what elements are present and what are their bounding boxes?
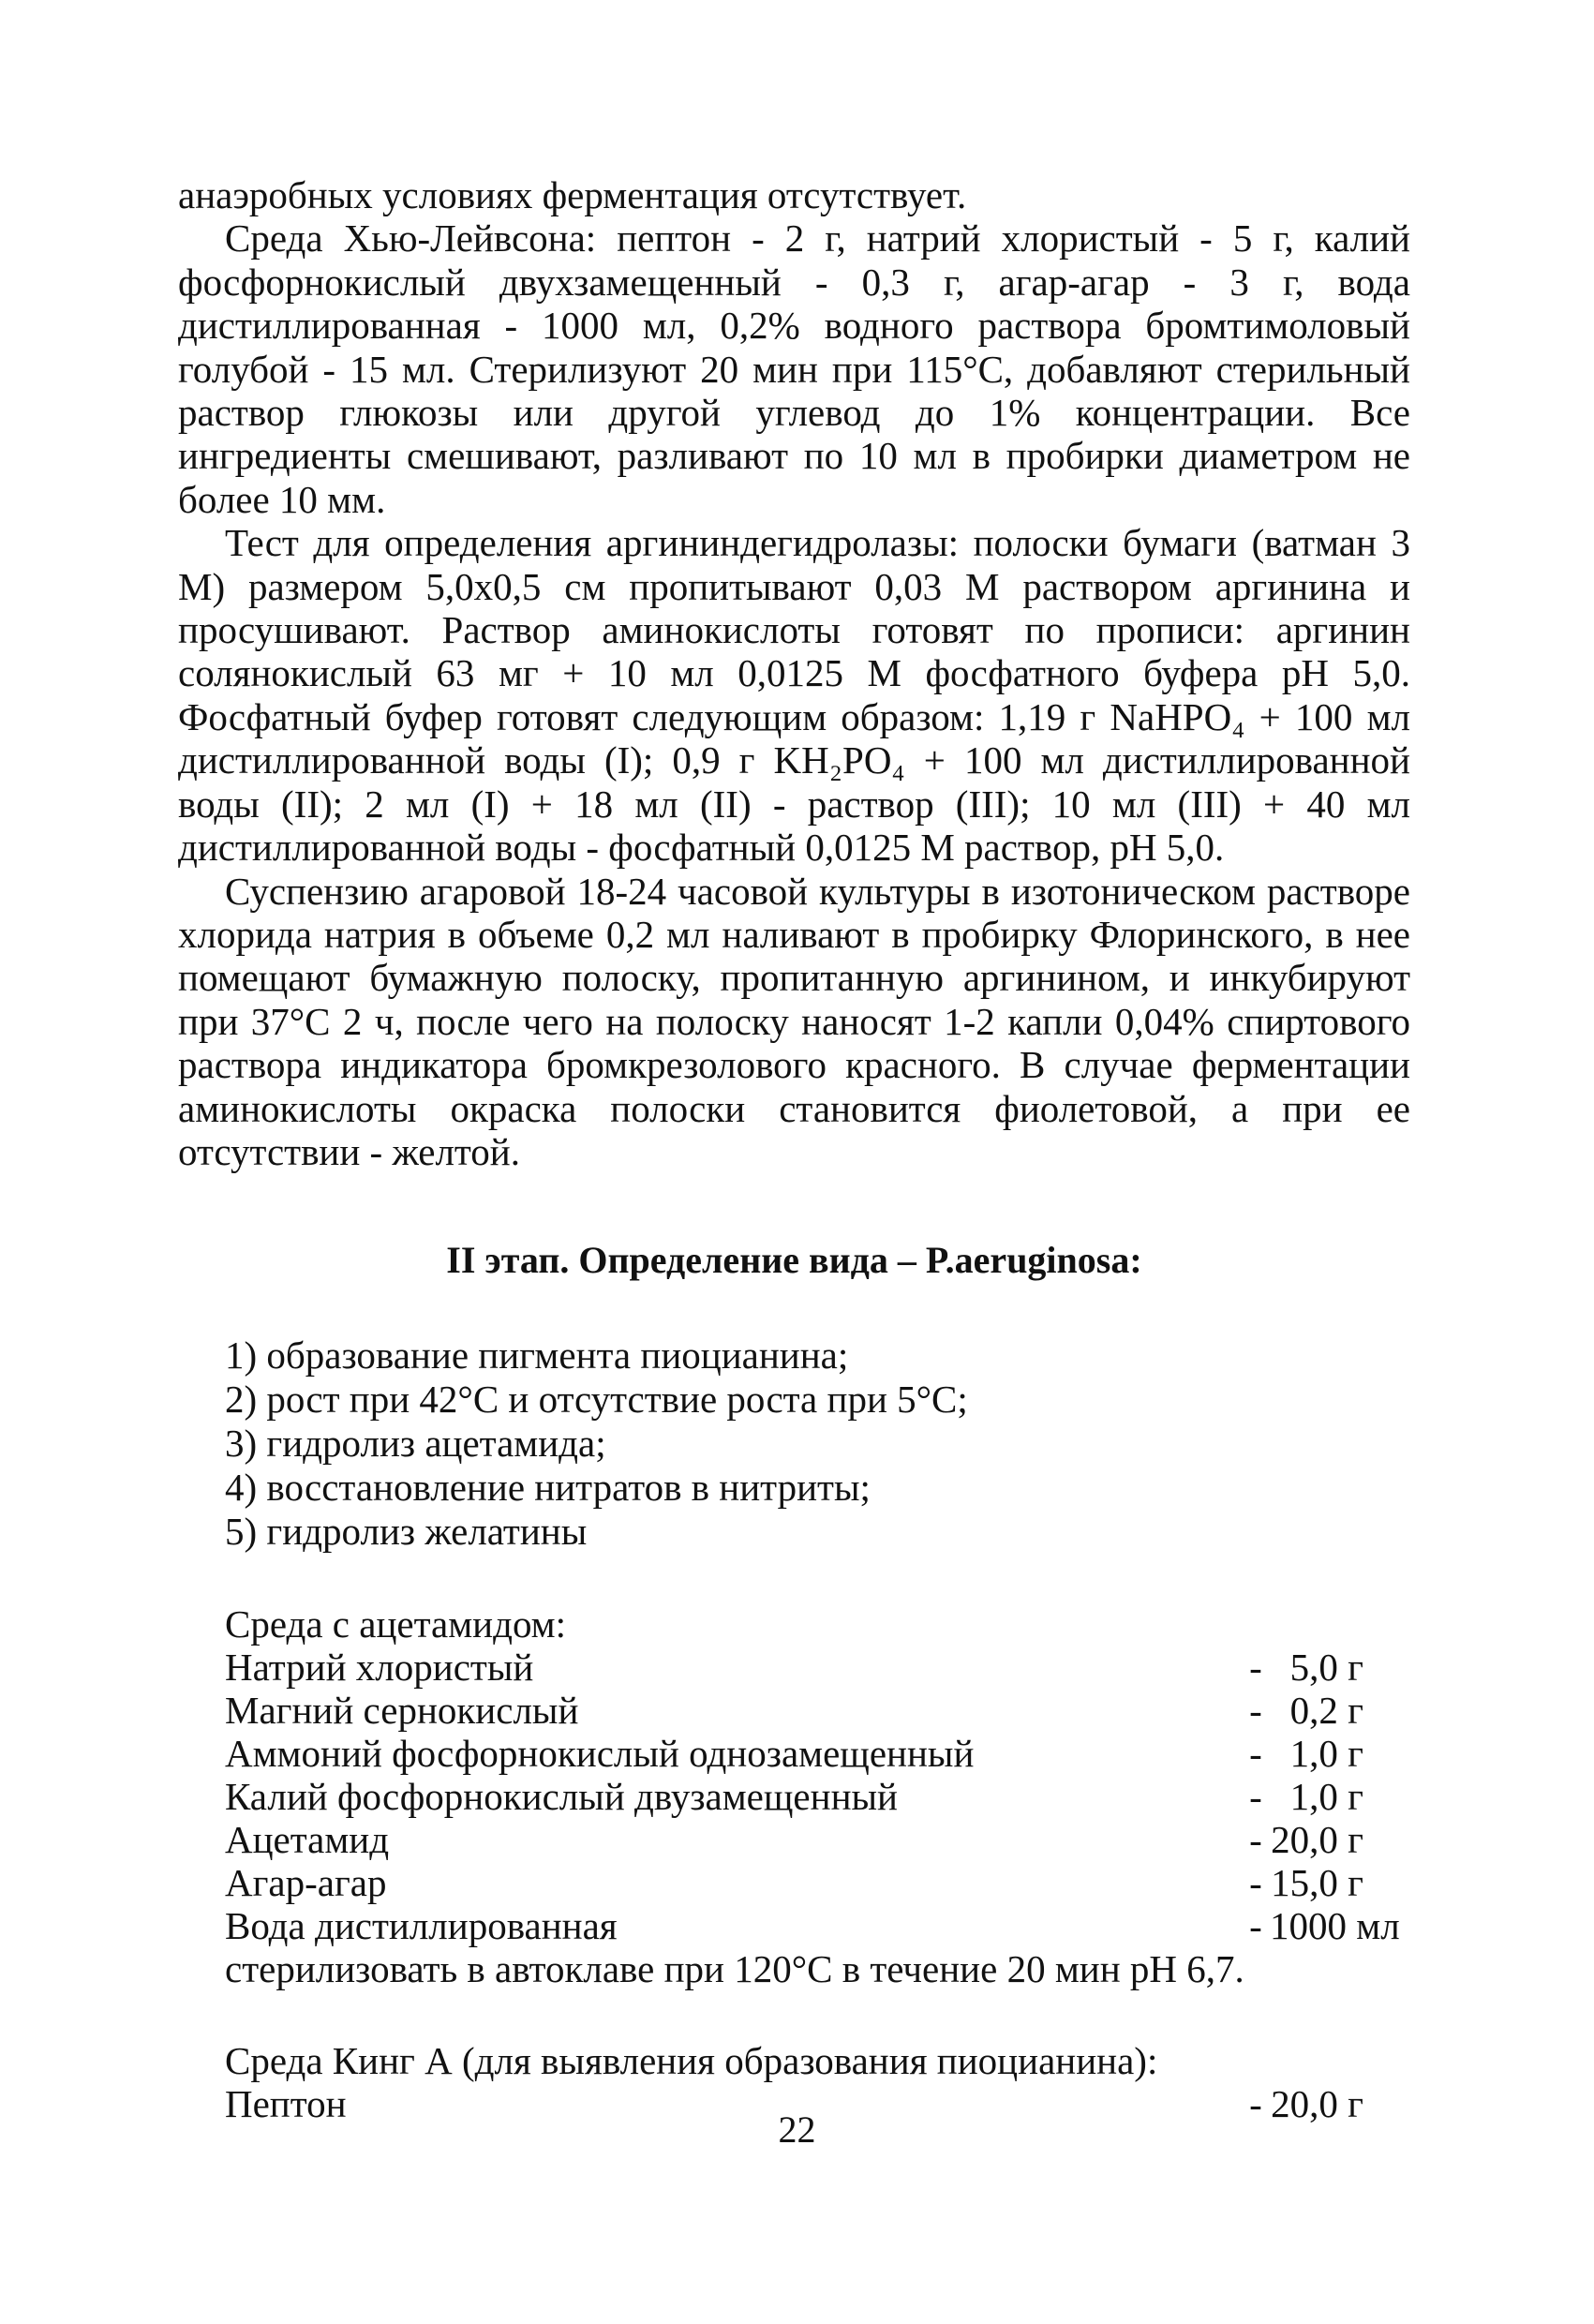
- dash-separator: -: [1249, 1775, 1262, 1819]
- ingredient-row: [225, 1775, 1363, 1818]
- ingredient-row: [225, 1689, 1363, 1732]
- page-content: [178, 173, 1410, 2125]
- dash-separator: -: [1249, 1861, 1262, 1905]
- dash-separator: -: [1249, 1818, 1262, 1862]
- list-item: 4) восстановление нитратов в нитриты;: [225, 1466, 871, 1510]
- ingredient-row: [225, 1818, 1363, 1861]
- ingredient-amount: 1,0 г: [1289, 1732, 1363, 1776]
- list-item: 3) гидролиз ацетамида;: [225, 1422, 606, 1466]
- recipe-title: Среда Кинг А (для выявления образования пиоцианина):: [225, 2039, 1158, 2083]
- paragraph-continuation: [178, 173, 1410, 216]
- paragraph-text: Среда Хью-Лейвсона: пептон - 2 г, натрий хлористый - 5 г, калий фосфорнокислый двухзамещенный - 0,3 г, агар-агар - 3 г, вода дистиллированная - 1000 мл, 0,2% водного раствора бромтимоловый голубой - 15 мл. Стерилизуют 20 мин при 115°С, добавляют стерильный раствор глюкозы или другой углевод до 1% концентрации. Все ингредиенты смешивают, разливают по 10 мл в пробирки диаметром не более 10 мм.: [178, 216, 1410, 521]
- ingredient-name: Аммоний фосфорнокислый однозамещенный: [225, 1732, 975, 1776]
- ingredient-name: Пептон: [225, 2082, 347, 2126]
- ingredient-name: Натрий хлористый: [225, 1646, 534, 1690]
- ingredient-amount: 20,0 г: [1271, 1818, 1363, 1862]
- paragraph-hugh-leifson-medium: [178, 216, 1410, 521]
- ingredient-amount: 1,0 г: [1289, 1775, 1363, 1819]
- ingredient-name: Калий фосфорнокислый двузамещенный: [225, 1775, 899, 1819]
- paragraph-text: Тест для определения аргининдегидролазы: полоски бумаги (ватман 3 М) размером 5,0х0,5 см пропитывают 0,03 М раствором аргинина и просушивают. Раствор аминокислоты готовят по прописи: аргинин солянокислый 63 мг + 10 мл 0,0125 М фосфатного буфера рН 5,0. Фосфатный буфер готовят следующим образом: 1,19 г NaHPO₄ + 100 мл дистиллированной воды (I); 0,9 г KH₂PO₄ + 100 мл дистиллированной воды (II); 2 мл (I) + 18 мл (II) - раствор (III); 10 мл (III) + 40 мл дистиллированной воды - фосфатный 0,0125 М раствор, рН 5,0.: [178, 521, 1410, 870]
- ingredient-name: Вода дистиллированная: [225, 1904, 618, 1948]
- ingredient-amount: 15,0 г: [1271, 1861, 1363, 1905]
- ingredient-amount: 1000 мл: [1270, 1904, 1400, 1948]
- dash-separator: -: [1249, 1689, 1262, 1733]
- paragraph-arginine-test: [178, 521, 1410, 869]
- acetamide-medium-recipe: [178, 1602, 1410, 1990]
- list-item: 2) рост при 42°С и отсутствие роста при 5°С;: [225, 1378, 968, 1422]
- recipe-title: Среда с ацетамидом:: [225, 1602, 567, 1646]
- list-item: 5) гидролиз желатины: [225, 1510, 588, 1554]
- ingredient-row: [225, 1646, 1363, 1689]
- dash-separator: -: [1249, 1904, 1262, 1948]
- paragraph-text: Суспензию агаровой 18-24 часовой культуры в изотоническом растворе хлорида натрия в объеме 0,2 мл наливают в пробирку Флоринского, в нее помещают бумажную полоску, пропитанную аргинином, и инкубируют при 37°С 2 ч, после чего на полоску наносят 1-2 капли 0,04% спиртового раствора индикатора бромкрезолового красного. В случае ферментации аминокислоты окраска полоски становится фиолетовой, а при ее отсутствии - желтой.: [178, 869, 1410, 1173]
- paragraph-suspension-procedure: [178, 870, 1410, 1174]
- ingredient-row: [225, 1904, 1400, 1948]
- page-number: 22: [778, 2108, 816, 2151]
- sterilization-note: стерилизовать в автоклаве при 120°С в течение 20 мин рН 6,7.: [225, 1947, 1244, 1991]
- ingredient-amount: 5,0 г: [1289, 1646, 1363, 1690]
- ingredient-amount: 20,0 г: [1271, 2082, 1363, 2126]
- paragraph-text: анаэробных условиях ферментация отсутствует.: [178, 173, 967, 216]
- dash-separator: -: [1249, 1646, 1262, 1690]
- list-item: 1) образование пигмента пиоцианина;: [225, 1333, 849, 1378]
- dash-separator: -: [1249, 2082, 1262, 2126]
- section-heading: II этап. Определение вида – P.aeruginosa:: [446, 1239, 1142, 1282]
- ingredient-name: Магний сернокислый: [225, 1689, 579, 1733]
- ingredient-row: [225, 1861, 1363, 1904]
- ingredient-amount: 0,2 г: [1289, 1689, 1363, 1733]
- ingredient-name: Ацетамид: [225, 1818, 390, 1862]
- ingredient-name: Агар-агар: [225, 1861, 387, 1905]
- ingredient-row: [225, 1732, 1363, 1775]
- dash-separator: -: [1249, 1732, 1262, 1776]
- criteria-list: [178, 1333, 1410, 1554]
